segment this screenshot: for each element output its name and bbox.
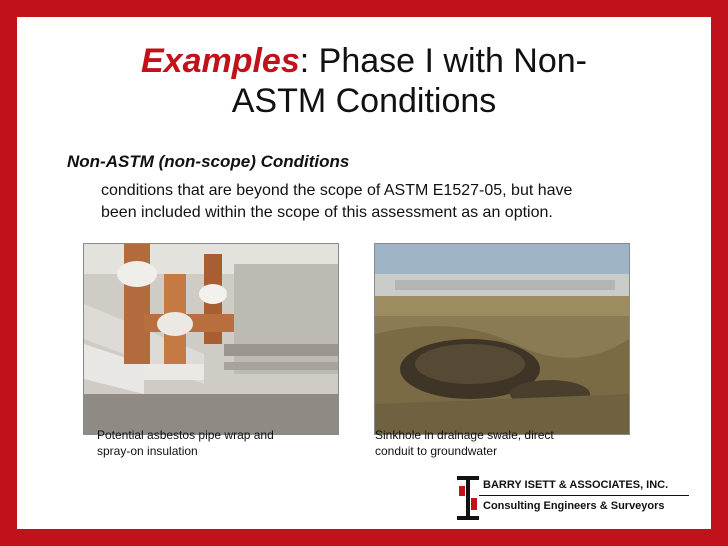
title-rest: : Phase I with Non- bbox=[299, 42, 587, 80]
asbestos-caption-line-1: Potential asbestos pipe wrap and bbox=[97, 428, 274, 442]
sinkhole-caption bbox=[375, 427, 615, 459]
company-logo-icon bbox=[457, 476, 479, 520]
company-name: BARRY ISETT & ASSOCIATES, INC. bbox=[483, 479, 669, 491]
description-line-2: been included within the scope of this assessment as an option. bbox=[101, 204, 553, 221]
description-line-1: conditions that are beyond the scope of ASTM E1527-05, but have bbox=[101, 182, 573, 199]
sinkhole-illustration bbox=[375, 244, 629, 434]
title-line-2: ASTM Conditions bbox=[231, 82, 497, 120]
sinkhole-caption-line-1: Sinkhole in drainage swale, direct bbox=[375, 428, 554, 442]
title-emphasis: Examples bbox=[140, 42, 300, 80]
sinkhole-photo bbox=[374, 243, 630, 435]
company-tagline: Consulting Engineers & Surveyors bbox=[483, 500, 665, 512]
asbestos-caption-line-2: spray-on insulation bbox=[97, 444, 198, 458]
sinkhole-caption-line-2: conduit to groundwater bbox=[375, 444, 498, 458]
asbestos-caption bbox=[97, 427, 337, 459]
footer-divider bbox=[479, 495, 689, 496]
slide-title bbox=[17, 41, 711, 121]
asbestos-pipe-photo bbox=[83, 243, 339, 435]
subheading: Non-ASTM (non-scope) Conditions bbox=[67, 152, 350, 171]
asbestos-pipe-illustration bbox=[84, 244, 338, 434]
description bbox=[101, 180, 701, 224]
